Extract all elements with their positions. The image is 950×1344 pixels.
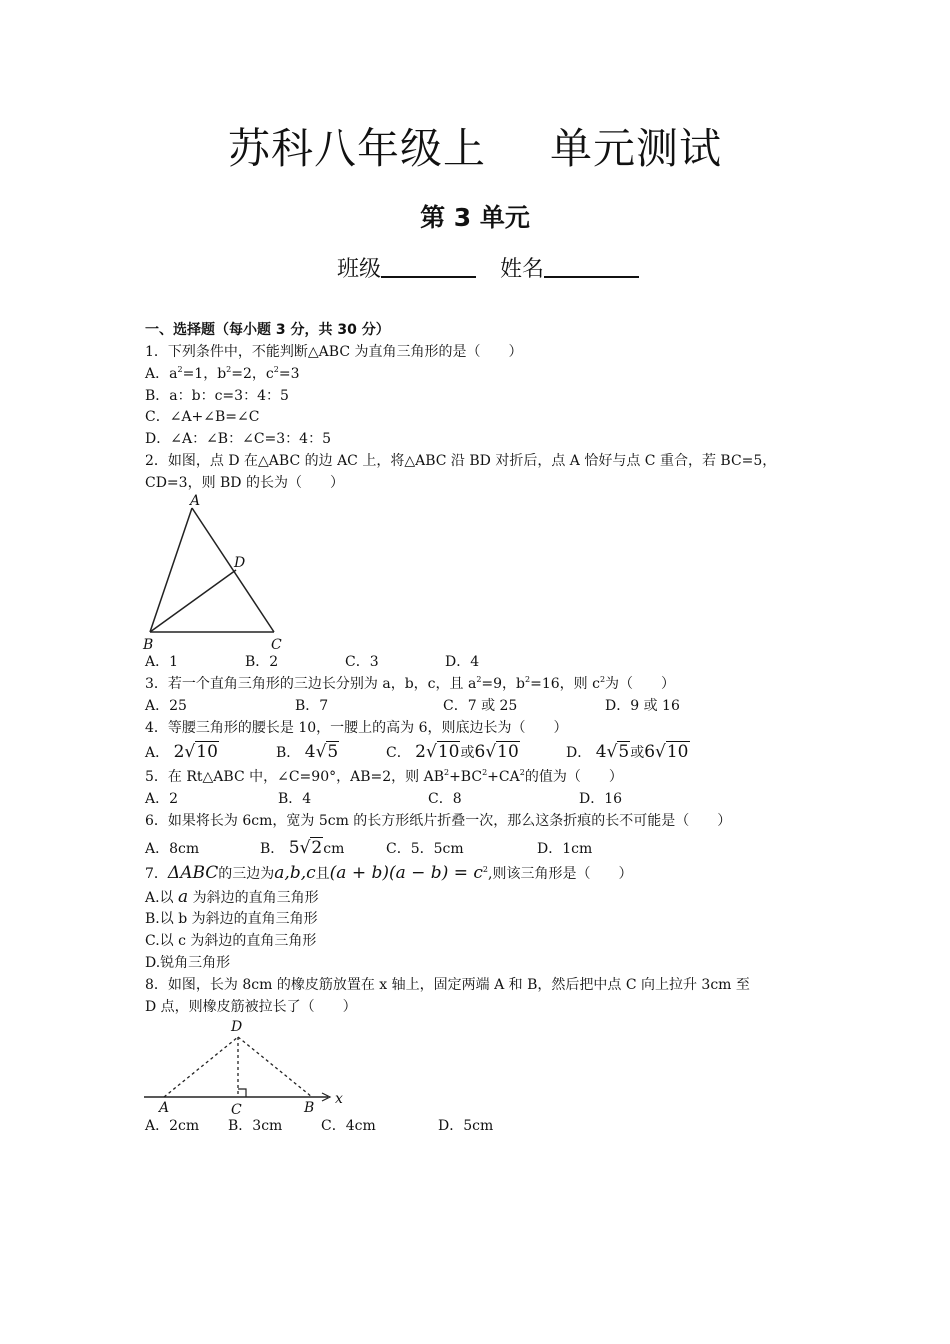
q1-stem: 1．下列条件中，不能判断△ABC 为直角三角形的是（ ） — [145, 344, 523, 360]
q7-option-d: D.锐角三角形 — [145, 955, 231, 971]
q8-rubber-band-figure — [140, 1013, 350, 1119]
q5-stem: 5．在 Rt△ABC 中，∠C=90°，AB=2，则 $AB^2+BC^2+CA^2$的值为（ ） — [145, 768, 623, 785]
q4-stem: 4．等腰三角形的腰长是 10，一腰上的高为 6，则底边长为（ ） — [145, 720, 568, 736]
q8-stem-line2: D 点，则橡皮筋被拉长了（ ） — [145, 999, 357, 1015]
q1-option-b: B．a：b：c=3：4：5 — [145, 388, 289, 404]
q7-stem: 7．ΔABC的三边为a,b,c且$(a + b)(a - b) = c^2$,则该三角形是（ ） — [145, 863, 633, 883]
q8-stem-line1: 8．如图，长为 8cm 的橡皮筋放置在 x 轴上，固定两端 A 和 B，然后把中点 C 向上拉升 3cm 至 — [145, 977, 750, 993]
q2-label-d: D — [234, 555, 246, 571]
q1-option-a: A．$a^2=1$，$b^2=2$，$c^2=3$ — [145, 365, 300, 382]
q3-stem: 3．若一个直角三角形的三边长分别为 a，b，c，且 $a^2=9$，$b^2=16$，则 $c^2$为（ ） — [145, 675, 676, 692]
q2-label-c: C — [271, 637, 282, 653]
name-blank — [544, 256, 639, 278]
q2-stem-line2: CD=3，则 BD 的长为（ ） — [145, 475, 344, 491]
q3-options: A．25 B．7 C．7 或 25 D．9 或 16 — [145, 698, 680, 714]
q8-label-a: A — [159, 1100, 170, 1116]
q4-options: A． 2√10 B． 4√5 C． 2√10或6√10 D． 4√5或6√10 — [145, 742, 689, 762]
name-label: 姓名 — [500, 257, 545, 282]
title-left: 苏科八年级上 — [227, 124, 486, 173]
q6-stem: 6．如果将长为 6cm，宽为 5cm 的长方形纸片折叠一次，那么这条折痕的长不可能是（ ） — [145, 813, 732, 829]
q7-option-a: A.以 a 为斜边的直角三角形 — [145, 887, 319, 907]
title-right: 单元测试 — [550, 124, 723, 173]
q8-label-x: x — [335, 1091, 343, 1107]
q1-option-c: C．∠A+∠B=∠C — [145, 409, 260, 425]
q2-label-b: B — [143, 637, 154, 653]
q2-stem-line1: 2．如图，点 D 在△ABC 的边 AC 上，将△ABC 沿 BD 对折后，点 A 恰好与点 C 重合，若 BC=5， — [145, 453, 777, 469]
q7-option-b: B.以 b 为斜边的直角三角形 — [145, 911, 318, 927]
q7-option-c: C.以 c 为斜边的直角三角形 — [145, 933, 317, 949]
class-label: 班级 — [336, 257, 381, 282]
class-blank — [381, 256, 476, 278]
student-info — [0, 252, 950, 283]
q8-options: A．2cm B．3cm C．4cm D．5cm — [145, 1118, 494, 1134]
section-heading: 一、选择题（每小题 3 分，共 30 分） — [145, 322, 390, 338]
q2-options: A．1 B．2 C．3 D．4 — [145, 654, 480, 670]
q6-options: A．8cm B． 5√2cm C．5．5cm D．1cm — [145, 838, 593, 858]
q2-triangle-figure — [140, 492, 290, 654]
q2-label-a: A — [190, 493, 201, 509]
q5-options: A．2 B．4 C．8 D．16 — [145, 791, 623, 807]
page-title — [0, 116, 950, 176]
q8-label-c: C — [231, 1102, 242, 1118]
q1-option-d: D．∠A：∠B：∠C=3：4：5 — [145, 431, 331, 447]
unit-subtitle: 第 3 单元 — [420, 203, 530, 232]
q8-label-d: D — [231, 1019, 243, 1035]
q8-label-b: B — [304, 1100, 315, 1116]
